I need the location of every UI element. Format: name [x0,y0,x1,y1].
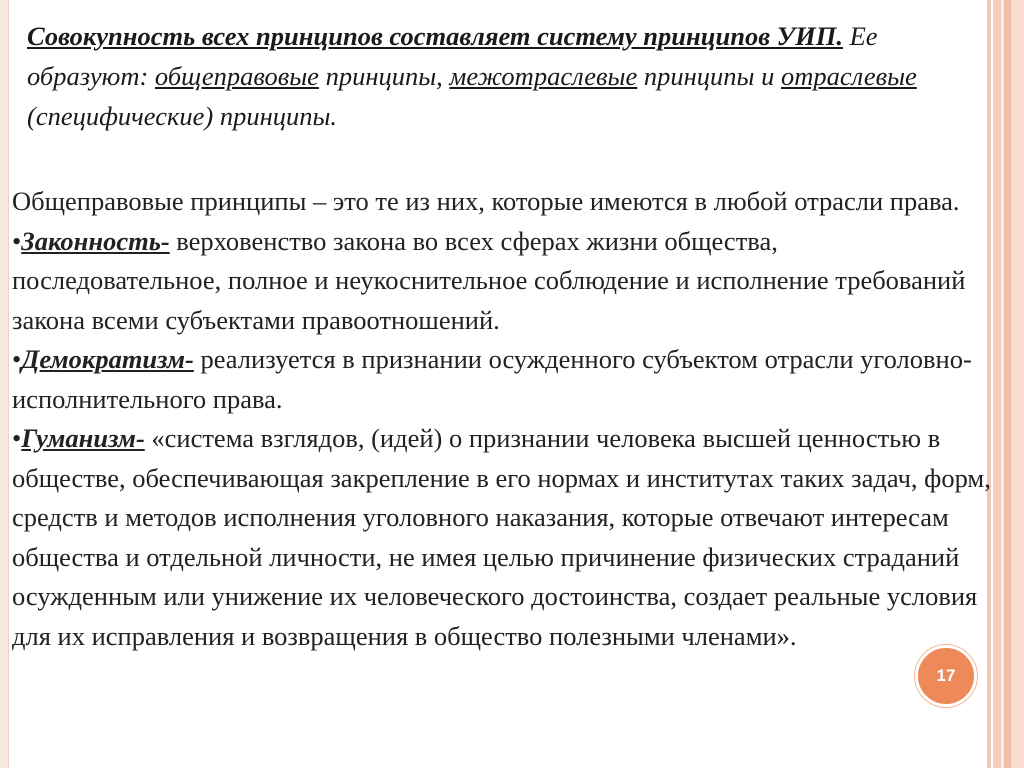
principle-text: верховенство закона во всех сферах жизни общества, последовательное, полное и неукоснительное соблюдение и исполнение требований закона всеми субъектами правоотношений. [12,225,966,335]
slide-heading [27,16,927,136]
slide-body [12,182,992,656]
principle-term: Демократизм- [21,344,194,374]
intro-paragraph: Общеправовые принципы – это те из них, которые имеются в любой отрасли права. [12,186,960,216]
decorative-stripe [1004,0,1011,768]
heading-term-sectoral: отраслевые [780,61,917,91]
principle-term: Законность- [21,225,170,256]
decorative-stripe [1011,0,1024,768]
principle-term: Гуманизм- [21,423,145,453]
decorative-stripe [993,0,1001,768]
heading-text: (специфические) принципы. [27,101,338,131]
principle-text: «система взглядов, (идей) о признании человека высшей ценностью в обществе, обеспечивающая закрепление в его нормах и институтах таких задач, форм, средств и методов исполнения уголовного наказания, которые отвечают интересам общества и отдельной личности, не имея целью причинение физических страданий осужденным или унижение их человеческого достоинства, создает реальные условия для их исправления и возвращения в общество полезными членами». [12,423,991,651]
bullet: • [12,423,22,453]
heading-term-intersectoral: межотраслевые [449,61,638,91]
page-number-badge: 17 [915,645,977,707]
bullet: • [12,225,22,256]
principle-humanism [12,419,992,656]
heading-text: принципы, [318,61,450,91]
heading-lead: Совокупность всех принципов составляет систему принципов УИП. [27,21,843,51]
principle-legality [12,222,992,341]
heading-text: принципы и [637,61,781,91]
bullet: • [12,344,22,374]
principle-democracy [12,340,992,419]
heading-term-general: общеправовые [154,61,319,91]
heading-text: Ее образуют: [27,21,878,91]
principle-text: реализуется в признании осужденного субъектом отрасли уголовно-исполнительного права. [12,344,972,414]
